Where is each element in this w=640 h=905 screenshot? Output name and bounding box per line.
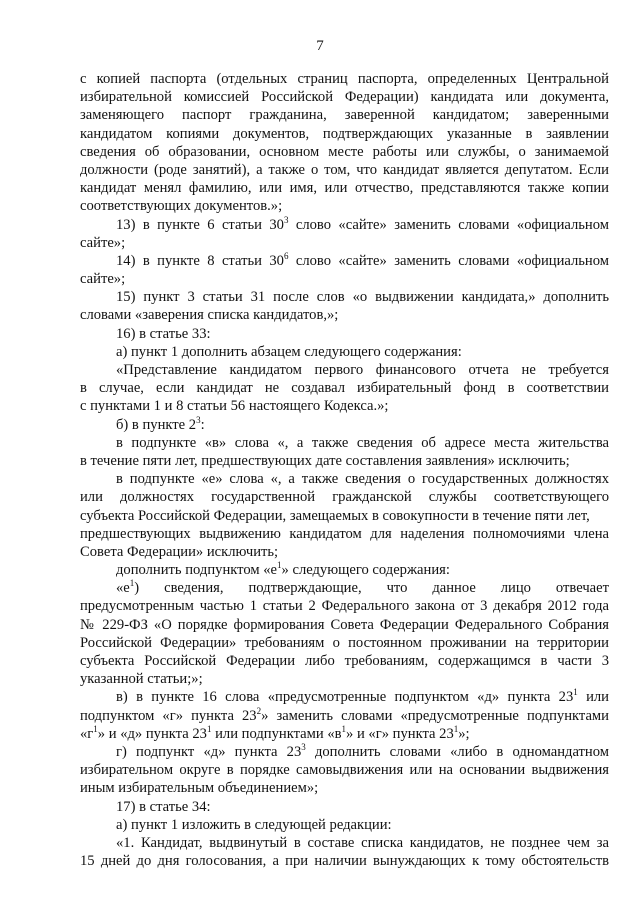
text-segment: б) в пункте 2 (116, 416, 197, 433)
text-line (80, 252, 609, 270)
page-number: 7 (316, 38, 324, 54)
text-line (80, 234, 609, 252)
text-segment: в подпункте «в» слова «, а также сведения об адресе места жительства (116, 434, 609, 451)
text-line (80, 216, 609, 234)
text-segment: заменяющего паспорт гражданина, заверенной кандидатом; заверенными (80, 107, 609, 124)
text-segment: или подпунктами «в (211, 725, 342, 742)
text-segment: » и «д» пункта 23 (97, 725, 207, 742)
text-line (80, 761, 609, 779)
text-segment: » и «г» пункта 23 (346, 725, 454, 742)
superscript: 1 (573, 687, 578, 698)
text-segment: или должностях государственной гражданской службы соответствующего (80, 489, 609, 506)
text-line (80, 561, 609, 579)
text-segment: 15 дней до дня голосования, а при наличии вынуждающих к тому обстоятельств (80, 853, 609, 870)
text-segment: г) подпункт «д» пункта 23 (116, 743, 302, 760)
superscript: 3 (283, 214, 289, 225)
text-segment: дополнить подпунктом «е (116, 562, 278, 579)
text-line (80, 306, 609, 324)
superscript: 1 (93, 723, 98, 734)
text-line (80, 161, 609, 179)
text-line (80, 543, 609, 561)
text-segment: дополнить словами «либо в одномандатном (305, 743, 609, 760)
text-line (80, 379, 609, 397)
text-line (80, 70, 609, 88)
text-segment: а) пункт 1 дополнить абзацем следующего содержания: (116, 343, 462, 360)
superscript: 1 (129, 578, 135, 589)
text-line (80, 288, 609, 306)
text-segment: сведения об образовании, основном месте работы или службы, о занимаемой (80, 143, 609, 160)
text-segment: в подпункте «е» слова «, а также сведения о государственных должностях (116, 471, 609, 488)
text-line (80, 525, 609, 543)
text-segment: избирательном округе в порядке самовыдвижения или на основании выдвижения (80, 762, 609, 779)
text-line (80, 470, 609, 488)
text-line (80, 179, 609, 197)
text-line (80, 452, 609, 470)
text-segment: Совета Федерации» исключить; (80, 543, 279, 560)
text-line (80, 416, 609, 434)
text-segment: кандидат менял фамилию, или имя, или отчество, представляются также копии (80, 180, 609, 197)
text-line (80, 343, 609, 361)
text-line (80, 270, 609, 288)
text-segment: № 229-ФЗ «О порядке формирования Совета Федерации Федерального Собрания (80, 616, 609, 633)
text-segment: «1. Кандидат, выдвинутый в составе списка кандидатов, не позднее чем за (116, 834, 609, 851)
text-segment: 16) в статье 33: (116, 325, 211, 342)
text-line (80, 125, 609, 143)
text-line (80, 143, 609, 161)
text-segment: субъекта Российской Федерации, замещаемых в совокупности в течение пяти лет, (80, 507, 590, 524)
text-segment: 17) в статье 34: (116, 798, 211, 815)
text-segment: слово «сайте» заменить словами «официальном (288, 216, 609, 233)
text-line (80, 798, 609, 816)
text-segment: а) пункт 1 изложить в следующей редакции: (116, 816, 392, 833)
text-segment: или (577, 689, 609, 706)
text-line (80, 852, 609, 870)
text-segment: в случае, если кандидат не создавал избирательный фонд в соответствии (80, 380, 609, 397)
text-segment: : (200, 416, 205, 433)
text-segment: соответствующих документов.»; (80, 198, 283, 215)
text-segment: » следующего содержания: (281, 562, 450, 579)
superscript: 6 (283, 250, 289, 261)
text-line (80, 670, 609, 688)
text-segment: кандидатом копиями документов, подтверждающих указанные в заявлении (80, 125, 609, 142)
text-line (80, 688, 609, 706)
text-line (80, 743, 609, 761)
text-line (80, 579, 609, 597)
superscript: 3 (301, 741, 306, 752)
superscript: 1 (453, 723, 459, 734)
superscript: 1 (277, 560, 282, 571)
text-segment: с пунктами 1 и 8 статьи 56 настоящего Кодекса.»; (80, 398, 389, 415)
text-segment: избирательной комиссией Российской Федерации) кандидата или документа, (80, 89, 609, 106)
text-segment: предусмотренным частью 1 статьи 2 Федерального закона от 3 декабря 2012 года (80, 598, 609, 615)
text-segment: иным избирательным объединением»; (80, 780, 319, 797)
superscript: 1 (341, 723, 347, 734)
text-segment: сайте»; (80, 271, 126, 288)
text-line (80, 707, 609, 725)
text-line (80, 197, 609, 215)
text-segment: указанной статьи;»; (80, 671, 203, 688)
text-segment: в) в пункте 16 слова «предусмотренные подпунктом «д» пункта 23 (116, 689, 574, 706)
text-line (80, 88, 609, 106)
text-line (80, 725, 609, 743)
text-line (80, 816, 609, 834)
text-segment: «г (80, 725, 94, 742)
text-segment: в течение пяти лет, предшествующих дате составления заявления» исключить; (80, 452, 570, 469)
text-segment: 13) в пункте 6 статьи 30 (116, 216, 284, 233)
text-line (80, 325, 609, 343)
text-segment: «е (116, 580, 130, 597)
text-segment: словами «заверения списка кандидатов,»; (80, 307, 339, 324)
text-line (80, 834, 609, 852)
superscript: 1 (206, 723, 212, 734)
text-segment: 15) пункт 3 статьи 31 после слов «о выдвижении кандидата,» дополнить (116, 289, 609, 306)
text-line (80, 634, 609, 652)
superscript: 3 (196, 414, 201, 425)
text-segment: субъекта Российской Федерации либо требованиям, содержащимся в части 3 (80, 653, 609, 669)
text-segment: сайте»; (80, 234, 126, 251)
text-line (80, 507, 609, 525)
superscript: 2 (256, 705, 262, 716)
text-segment: подпунктом «г» пункта 23 (80, 707, 257, 724)
text-segment: предшествующих выдвижению кандидатом для наделения полномочиями члена (80, 525, 609, 542)
text-line (80, 361, 609, 379)
document-body (80, 70, 609, 870)
text-segment: 14) в пункте 8 статьи 30 (116, 252, 284, 269)
text-line (80, 488, 609, 506)
text-segment: ) сведения, подтверждающие, что данное лицо отвечает (134, 580, 609, 597)
text-line (80, 106, 609, 124)
text-segment: с копией паспорта (отдельных страниц паспорта, определенных Центральной (80, 71, 609, 87)
text-line (80, 779, 609, 797)
text-segment: » заменить словами «предусмотренные подпунктами (261, 707, 609, 724)
text-line (80, 434, 609, 452)
text-segment: Российской Федерации» требованиям о постоянном проживании на территории (80, 634, 609, 651)
text-segment: должности (роде занятий), а также о том, что кандидат является депутатом. Если (80, 161, 609, 178)
text-segment: «Представление кандидатом первого финансового отчета не требуется (116, 362, 609, 378)
text-line (80, 397, 609, 415)
text-line (80, 616, 609, 634)
text-line (80, 597, 609, 615)
text-line (80, 652, 609, 670)
text-segment: слово «сайте» заменить словами «официальном (288, 252, 609, 269)
text-segment: »; (458, 725, 470, 742)
